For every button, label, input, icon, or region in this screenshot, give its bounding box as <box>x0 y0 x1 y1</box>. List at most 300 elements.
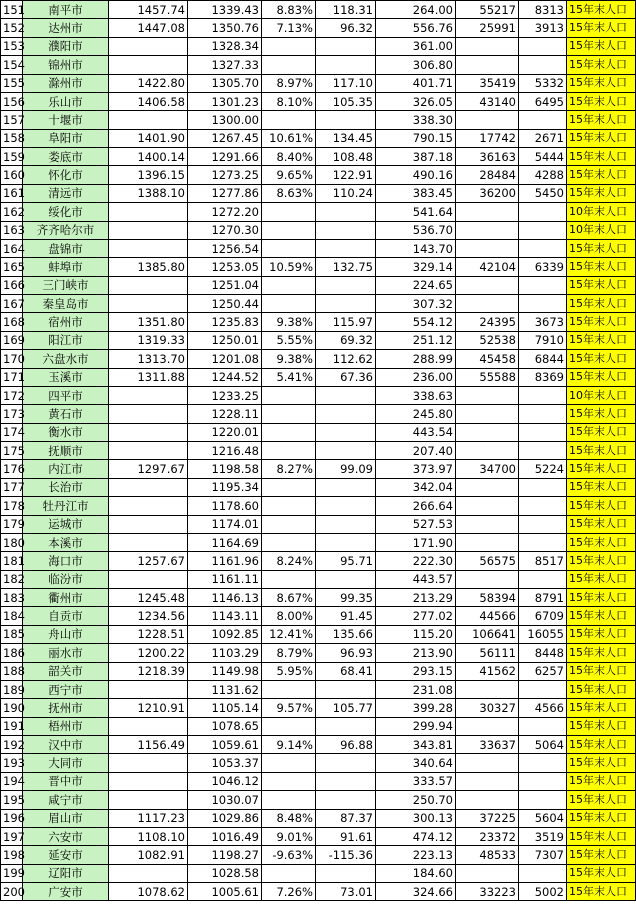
growth-rate-cell <box>262 239 316 257</box>
per-capita-cny-cell <box>456 515 519 533</box>
increase-cell <box>316 56 376 74</box>
population-cell: 223.13 <box>376 846 456 864</box>
city-cell: 三门峡市 <box>23 276 109 294</box>
gdp-2015-cell: 1078.65 <box>188 717 262 735</box>
gdp-2016-cell: 1078.62 <box>109 883 188 901</box>
population-cell: 231.08 <box>376 680 456 698</box>
per-capita-cny-cell <box>456 295 519 313</box>
city-cell: 怀化市 <box>23 166 109 184</box>
city-cell: 衢州市 <box>23 589 109 607</box>
population-cell: 399.28 <box>376 699 456 717</box>
gdp-2016-cell <box>109 791 188 809</box>
rank-cell: 169 <box>1 331 23 349</box>
city-cell: 锦州市 <box>23 56 109 74</box>
population-cell: 554.12 <box>376 313 456 331</box>
gdp-2015-cell: 1305.70 <box>188 74 262 92</box>
table-row <box>1 258 636 276</box>
population-cell: 383.45 <box>376 184 456 202</box>
population-note-cell: 15年末人口 <box>567 129 636 147</box>
population-note-cell: 15年末人口 <box>567 184 636 202</box>
population-cell: 527.53 <box>376 515 456 533</box>
increase-cell <box>316 276 376 294</box>
population-note-cell: 15年末人口 <box>567 368 636 386</box>
population-cell: 213.90 <box>376 644 456 662</box>
population-cell: 245.80 <box>376 405 456 423</box>
gdp-2015-cell: 1235.83 <box>188 313 262 331</box>
population-note-cell: 15年末人口 <box>567 846 636 864</box>
gdp-2015-cell: 1216.48 <box>188 442 262 460</box>
increase-cell <box>316 478 376 496</box>
population-note-cell: 15年末人口 <box>567 37 636 55</box>
increase-cell <box>316 497 376 515</box>
table-row <box>1 864 636 882</box>
increase-cell: -115.36 <box>316 846 376 864</box>
table-row <box>1 92 636 110</box>
population-cell: 329.14 <box>376 258 456 276</box>
city-cell: 四平市 <box>23 386 109 404</box>
city-cell: 盘锦市 <box>23 239 109 257</box>
table-row <box>1 533 636 551</box>
table-body <box>1 1 636 901</box>
growth-rate-cell: 8.67% <box>262 589 316 607</box>
gdp-2015-cell: 1251.04 <box>188 276 262 294</box>
gdp-2015-cell: 1244.52 <box>188 368 262 386</box>
per-capita-usd-cell <box>519 570 567 588</box>
city-cell: 绥化市 <box>23 203 109 221</box>
increase-cell <box>316 442 376 460</box>
population-cell: 264.00 <box>376 1 456 19</box>
gdp-2015-cell: 1059.61 <box>188 736 262 754</box>
growth-rate-cell: 5.55% <box>262 331 316 349</box>
per-capita-usd-cell <box>519 56 567 74</box>
per-capita-usd-cell: 6339 <box>519 258 567 276</box>
increase-cell <box>316 754 376 772</box>
population-note-cell: 15年末人口 <box>567 736 636 754</box>
per-capita-cny-cell: 36200 <box>456 184 519 202</box>
growth-rate-cell: -9.63% <box>262 846 316 864</box>
gdp-2015-cell: 1327.33 <box>188 56 262 74</box>
population-note-cell: 15年末人口 <box>567 717 636 735</box>
city-cell: 抚州市 <box>23 699 109 717</box>
population-cell: 474.12 <box>376 827 456 845</box>
per-capita-cny-cell <box>456 442 519 460</box>
gdp-2015-cell: 1301.23 <box>188 92 262 110</box>
per-capita-usd-cell: 7910 <box>519 331 567 349</box>
increase-cell <box>316 515 376 533</box>
rank-cell: 177 <box>1 478 23 496</box>
rank-cell: 179 <box>1 515 23 533</box>
growth-rate-cell <box>262 533 316 551</box>
table-row <box>1 19 636 37</box>
growth-rate-cell <box>262 37 316 55</box>
per-capita-usd-cell: 2671 <box>519 129 567 147</box>
population-note-cell: 15年末人口 <box>567 552 636 570</box>
per-capita-cny-cell: 44566 <box>456 607 519 625</box>
per-capita-cny-cell <box>456 772 519 790</box>
growth-rate-cell <box>262 423 316 441</box>
population-note-cell: 15年末人口 <box>567 791 636 809</box>
population-cell: 536.70 <box>376 221 456 239</box>
growth-rate-cell <box>262 386 316 404</box>
population-note-cell: 15年末人口 <box>567 809 636 827</box>
gdp-2015-cell: 1174.01 <box>188 515 262 533</box>
population-cell: 338.63 <box>376 386 456 404</box>
increase-cell: 105.35 <box>316 92 376 110</box>
city-cell: 舟山市 <box>23 625 109 643</box>
table-row <box>1 791 636 809</box>
gdp-2016-cell: 1108.10 <box>109 827 188 845</box>
increase-cell: 132.75 <box>316 258 376 276</box>
gdp-2016-cell <box>109 754 188 772</box>
population-note-cell: 15年末人口 <box>567 644 636 662</box>
gdp-2015-cell: 1300.00 <box>188 111 262 129</box>
increase-cell <box>316 864 376 882</box>
table-row <box>1 754 636 772</box>
rank-cell: 185 <box>1 625 23 643</box>
growth-rate-cell: 12.41% <box>262 625 316 643</box>
growth-rate-cell: 7.13% <box>262 19 316 37</box>
rank-cell: 153 <box>1 37 23 55</box>
growth-rate-cell <box>262 295 316 313</box>
table-row <box>1 74 636 92</box>
gdp-2015-cell: 1273.25 <box>188 166 262 184</box>
rank-cell: 162 <box>1 203 23 221</box>
table-row <box>1 239 636 257</box>
population-cell: 324.66 <box>376 883 456 901</box>
rank-cell: 200 <box>1 883 23 901</box>
rank-cell: 163 <box>1 221 23 239</box>
population-note-cell: 15年末人口 <box>567 442 636 460</box>
table-row <box>1 846 636 864</box>
population-cell: 333.57 <box>376 772 456 790</box>
population-note-cell: 15年末人口 <box>567 497 636 515</box>
gdp-2015-cell: 1256.54 <box>188 239 262 257</box>
rank-cell: 159 <box>1 148 23 166</box>
per-capita-usd-cell: 3673 <box>519 313 567 331</box>
gdp-2016-cell: 1297.67 <box>109 460 188 478</box>
per-capita-cny-cell: 33637 <box>456 736 519 754</box>
rank-cell: 168 <box>1 313 23 331</box>
growth-rate-cell: 9.65% <box>262 166 316 184</box>
increase-cell: 108.48 <box>316 148 376 166</box>
population-note-cell: 15年末人口 <box>567 515 636 533</box>
per-capita-cny-cell <box>456 239 519 257</box>
city-cell: 达州市 <box>23 19 109 37</box>
gdp-2016-cell <box>109 442 188 460</box>
per-capita-usd-cell: 4288 <box>519 166 567 184</box>
rank-cell: 186 <box>1 644 23 662</box>
growth-rate-cell: 10.61% <box>262 129 316 147</box>
per-capita-usd-cell: 8313 <box>519 1 567 19</box>
population-cell: 338.30 <box>376 111 456 129</box>
increase-cell <box>316 386 376 404</box>
increase-cell: 96.32 <box>316 19 376 37</box>
city-cell: 大同市 <box>23 754 109 772</box>
population-note-cell: 15年末人口 <box>567 607 636 625</box>
city-cell: 西宁市 <box>23 680 109 698</box>
gdp-2016-cell: 1385.80 <box>109 258 188 276</box>
rank-cell: 198 <box>1 846 23 864</box>
population-note-cell: 15年末人口 <box>567 864 636 882</box>
gdp-2015-cell: 1046.12 <box>188 772 262 790</box>
population-note-cell: 15年末人口 <box>567 680 636 698</box>
per-capita-cny-cell <box>456 405 519 423</box>
city-cell: 蚌埠市 <box>23 258 109 276</box>
gdp-2016-cell <box>109 864 188 882</box>
rank-cell: 188 <box>1 662 23 680</box>
gdp-2015-cell: 1146.13 <box>188 589 262 607</box>
gdp-2016-cell: 1210.91 <box>109 699 188 717</box>
gdp-2016-cell: 1082.91 <box>109 846 188 864</box>
increase-cell: 99.09 <box>316 460 376 478</box>
city-cell: 海口市 <box>23 552 109 570</box>
gdp-2015-cell: 1267.45 <box>188 129 262 147</box>
per-capita-cny-cell: 41562 <box>456 662 519 680</box>
per-capita-cny-cell: 48533 <box>456 846 519 864</box>
rank-cell: 151 <box>1 1 23 19</box>
table-row <box>1 809 636 827</box>
per-capita-cny-cell: 55588 <box>456 368 519 386</box>
increase-cell <box>316 221 376 239</box>
population-note-cell: 15年末人口 <box>567 148 636 166</box>
city-cell: 运城市 <box>23 515 109 533</box>
growth-rate-cell <box>262 405 316 423</box>
population-note-cell: 15年末人口 <box>567 405 636 423</box>
per-capita-cny-cell: 24395 <box>456 313 519 331</box>
population-note-cell: 15年末人口 <box>567 276 636 294</box>
table-row <box>1 699 636 717</box>
city-cell: 清远市 <box>23 184 109 202</box>
gdp-2016-cell <box>109 497 188 515</box>
gdp-2016-cell <box>109 37 188 55</box>
per-capita-usd-cell <box>519 221 567 239</box>
population-note-cell: 15年末人口 <box>567 74 636 92</box>
per-capita-cny-cell: 106641 <box>456 625 519 643</box>
growth-rate-cell: 8.63% <box>262 184 316 202</box>
rank-cell: 181 <box>1 552 23 570</box>
per-capita-cny-cell: 56111 <box>456 644 519 662</box>
growth-rate-cell: 10.59% <box>262 258 316 276</box>
growth-rate-cell <box>262 864 316 882</box>
gdp-2016-cell <box>109 772 188 790</box>
gdp-2016-cell <box>109 56 188 74</box>
gdp-2015-cell: 1291.66 <box>188 148 262 166</box>
population-cell: 443.54 <box>376 423 456 441</box>
city-cell: 丽水市 <box>23 644 109 662</box>
city-cell: 衡水市 <box>23 423 109 441</box>
growth-rate-cell <box>262 497 316 515</box>
rank-cell: 156 <box>1 92 23 110</box>
population-cell: 293.15 <box>376 662 456 680</box>
gdp-2016-cell: 1200.22 <box>109 644 188 662</box>
per-capita-cny-cell <box>456 791 519 809</box>
city-cell: 广安市 <box>23 883 109 901</box>
population-note-cell: 15年末人口 <box>567 772 636 790</box>
per-capita-usd-cell: 6257 <box>519 662 567 680</box>
population-note-cell: 15年末人口 <box>567 570 636 588</box>
table-row <box>1 883 636 901</box>
city-cell: 六盘水市 <box>23 350 109 368</box>
gdp-2016-cell: 1351.80 <box>109 313 188 331</box>
gdp-2015-cell: 1198.27 <box>188 846 262 864</box>
rank-cell: 182 <box>1 570 23 588</box>
per-capita-usd-cell <box>519 37 567 55</box>
table-row <box>1 221 636 239</box>
population-note-cell: 15年末人口 <box>567 331 636 349</box>
population-cell: 300.13 <box>376 809 456 827</box>
growth-rate-cell: 8.97% <box>262 74 316 92</box>
population-note-cell: 10年末人口 <box>567 203 636 221</box>
population-note-cell: 15年末人口 <box>567 827 636 845</box>
rank-cell: 157 <box>1 111 23 129</box>
per-capita-cny-cell: 45458 <box>456 350 519 368</box>
city-cell: 滁州市 <box>23 74 109 92</box>
gdp-2015-cell: 1270.30 <box>188 221 262 239</box>
per-capita-usd-cell: 8369 <box>519 368 567 386</box>
growth-rate-cell: 9.57% <box>262 699 316 717</box>
per-capita-cny-cell: 28484 <box>456 166 519 184</box>
gdp-2015-cell: 1161.96 <box>188 552 262 570</box>
per-capita-cny-cell <box>456 276 519 294</box>
population-note-cell: 15年末人口 <box>567 166 636 184</box>
city-cell: 娄底市 <box>23 148 109 166</box>
per-capita-cny-cell <box>456 221 519 239</box>
gdp-2016-cell <box>109 221 188 239</box>
population-cell: 401.71 <box>376 74 456 92</box>
population-note-cell: 15年末人口 <box>567 350 636 368</box>
growth-rate-cell: 9.38% <box>262 313 316 331</box>
growth-rate-cell <box>262 680 316 698</box>
per-capita-usd-cell: 8791 <box>519 589 567 607</box>
per-capita-usd-cell <box>519 478 567 496</box>
gdp-2016-cell: 1311.88 <box>109 368 188 386</box>
city-cell: 梧州市 <box>23 717 109 735</box>
rank-cell: 152 <box>1 19 23 37</box>
per-capita-cny-cell <box>456 386 519 404</box>
population-cell: 790.15 <box>376 129 456 147</box>
table-row <box>1 1 636 19</box>
per-capita-cny-cell: 23372 <box>456 827 519 845</box>
table-row <box>1 368 636 386</box>
per-capita-cny-cell <box>456 570 519 588</box>
gdp-2015-cell: 1030.07 <box>188 791 262 809</box>
per-capita-usd-cell <box>519 442 567 460</box>
growth-rate-cell <box>262 478 316 496</box>
per-capita-cny-cell <box>456 497 519 515</box>
rank-cell: 171 <box>1 368 23 386</box>
rank-cell: 155 <box>1 74 23 92</box>
increase-cell: 105.77 <box>316 699 376 717</box>
table-row <box>1 37 636 55</box>
growth-rate-cell <box>262 56 316 74</box>
increase-cell: 87.37 <box>316 809 376 827</box>
population-cell: 343.81 <box>376 736 456 754</box>
increase-cell <box>316 37 376 55</box>
increase-cell: 67.36 <box>316 368 376 386</box>
growth-rate-cell <box>262 570 316 588</box>
population-note-cell: 15年末人口 <box>567 239 636 257</box>
per-capita-cny-cell <box>456 111 519 129</box>
growth-rate-cell <box>262 221 316 239</box>
gdp-2016-cell <box>109 570 188 588</box>
table-row <box>1 203 636 221</box>
population-cell: 224.65 <box>376 276 456 294</box>
population-cell: 490.16 <box>376 166 456 184</box>
growth-rate-cell <box>262 754 316 772</box>
increase-cell: 122.91 <box>316 166 376 184</box>
table-row <box>1 442 636 460</box>
gdp-2015-cell: 1131.62 <box>188 680 262 698</box>
per-capita-usd-cell: 5450 <box>519 184 567 202</box>
growth-rate-cell: 8.00% <box>262 607 316 625</box>
population-note-cell: 15年末人口 <box>567 533 636 551</box>
city-cell: 南平市 <box>23 1 109 19</box>
increase-cell <box>316 203 376 221</box>
gdp-2016-cell: 1319.33 <box>109 331 188 349</box>
gdp-2016-cell: 1234.56 <box>109 607 188 625</box>
growth-rate-cell: 8.27% <box>262 460 316 478</box>
rank-cell: 189 <box>1 680 23 698</box>
population-cell: 143.70 <box>376 239 456 257</box>
table-row <box>1 570 636 588</box>
growth-rate-cell: 9.14% <box>262 736 316 754</box>
population-note-cell: 15年末人口 <box>567 111 636 129</box>
gdp-2016-cell: 1245.48 <box>109 589 188 607</box>
per-capita-cny-cell <box>456 754 519 772</box>
increase-cell <box>316 791 376 809</box>
increase-cell <box>316 405 376 423</box>
per-capita-usd-cell <box>519 864 567 882</box>
per-capita-usd-cell <box>519 423 567 441</box>
per-capita-usd-cell: 6495 <box>519 92 567 110</box>
growth-rate-cell: 8.83% <box>262 1 316 19</box>
table-row <box>1 662 636 680</box>
gdp-2016-cell: 1422.80 <box>109 74 188 92</box>
per-capita-usd-cell <box>519 717 567 735</box>
growth-rate-cell: 8.40% <box>262 148 316 166</box>
gdp-2016-cell: 1257.67 <box>109 552 188 570</box>
growth-rate-cell <box>262 276 316 294</box>
gdp-2015-cell: 1178.60 <box>188 497 262 515</box>
city-cell: 阜阳市 <box>23 129 109 147</box>
city-cell: 眉山市 <box>23 809 109 827</box>
rank-cell: 192 <box>1 736 23 754</box>
per-capita-usd-cell <box>519 111 567 129</box>
growth-rate-cell <box>262 111 316 129</box>
growth-rate-cell: 9.01% <box>262 827 316 845</box>
growth-rate-cell: 8.79% <box>262 644 316 662</box>
rank-cell: 166 <box>1 276 23 294</box>
rank-cell: 197 <box>1 827 23 845</box>
gdp-2015-cell: 1277.86 <box>188 184 262 202</box>
population-note-cell: 15年末人口 <box>567 295 636 313</box>
growth-rate-cell <box>262 717 316 735</box>
table-row <box>1 129 636 147</box>
gdp-2016-cell <box>109 478 188 496</box>
city-cell: 韶关市 <box>23 662 109 680</box>
rank-cell: 176 <box>1 460 23 478</box>
gdp-2015-cell: 1198.58 <box>188 460 262 478</box>
growth-rate-cell <box>262 791 316 809</box>
table-row <box>1 772 636 790</box>
table-row <box>1 313 636 331</box>
per-capita-cny-cell: 34700 <box>456 460 519 478</box>
gdp-2016-cell: 1457.74 <box>109 1 188 19</box>
city-cell: 内江市 <box>23 460 109 478</box>
gdp-2016-cell: 1400.14 <box>109 148 188 166</box>
population-cell: 115.20 <box>376 625 456 643</box>
per-capita-cny-cell: 52538 <box>456 331 519 349</box>
